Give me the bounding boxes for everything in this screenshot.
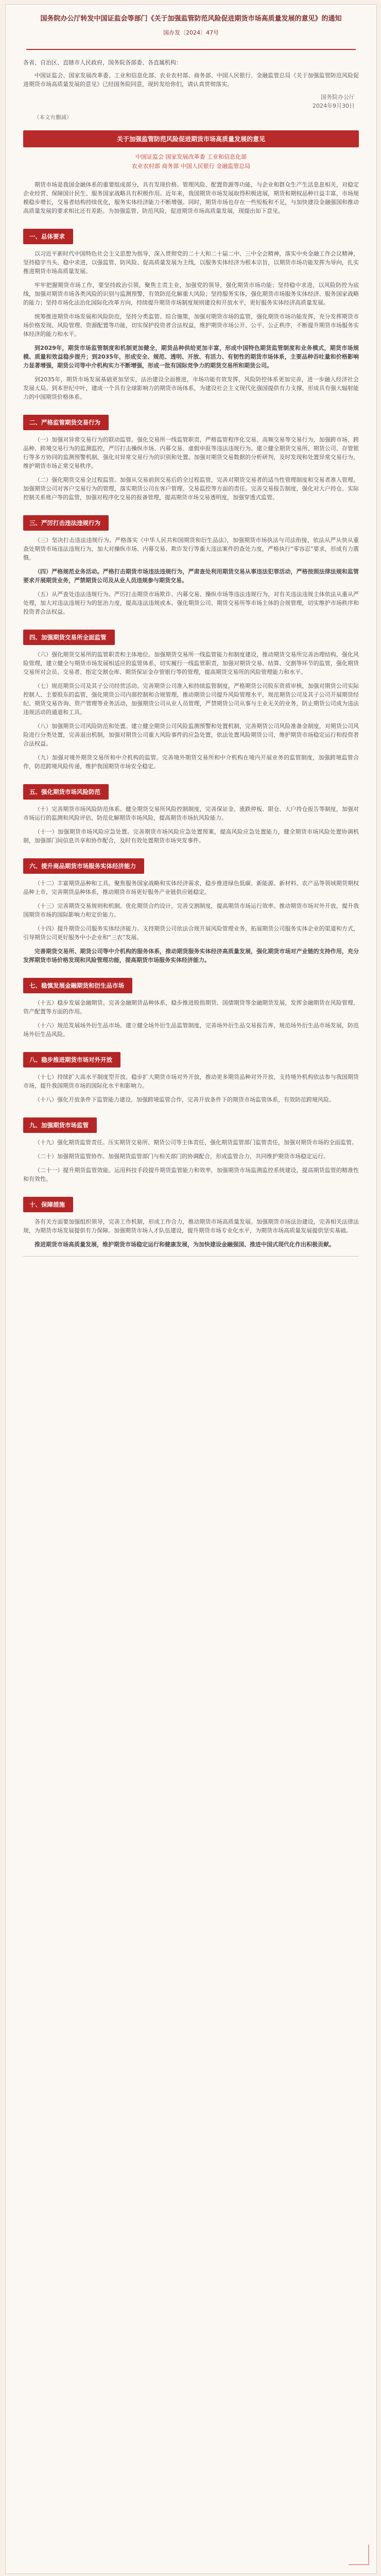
section-paragraph: （八）加强期货公司风险防范和处置。建立健全期货公司风险监测预警和处置机制，完善期货公司风险准备金制度，对期货公司风险进行分类处置，完善退出机制，加强对期货公司重大风险事件的应急处置，依法处置风险期货公司，维护期货市场稳定运行和投资者合法权益。 xyxy=(23,723,359,747)
issuing-orgs xyxy=(23,152,359,171)
notice-title: 国务院办公厅转发中国证监会等部门《关于加强监管防范风险促进期货市场高质量发展的意见》的通知 xyxy=(40,15,342,23)
section-heading: 一、总体要求 xyxy=(23,229,73,244)
section-heading: 三、严厉打击违法违规行为 xyxy=(23,515,109,531)
document-number: 国办发〔2024〕47号 xyxy=(163,29,219,36)
section-paragraph: （二十）加强期货监管协作。加强期货监管部门与相关部门的协调配合，形成监管合力，共同维护期货市场稳定运行。 xyxy=(34,1153,329,1160)
section-paragraph: （三）坚决打击违法违规行为。严格落实《中华人民共和国期货和衍生品法》，加强期货市场执法与司法衔接，依法从严从快从重查处期货市场违法违规行为，加大对操纵市场、内幕交易、欺诈发行等重大违法案件的查处力度，严格执行“零容忍”要求，形成有力震慑。 xyxy=(23,537,359,561)
section-paragraph: （九）加强对境外期货交易所和中介机构的监管。完善境外期货交易所和中介机构在境内开展业务的监管制度，加强跨境监管合作，防范跨境风险传递，维护我国期货市场安全稳定。 xyxy=(23,754,359,770)
notice-paragraph: 中国证监会、国家发展改革委、工业和信息化部、农业农村部、商务部、中国人民银行、金融监管总局《关于加强监管防范风险促进期货市场高质量发展的意见》已经国务院同意，现转发给你们，请认真贯彻落实。 xyxy=(23,72,359,88)
section-paragraph: （十二）丰富期货品种和工具。聚焦服务国家战略和实体经济需求，稳步推进绿色低碳、新能源、新材料、农产品等领域期货期权品种上市，完善期货品种体系，推动期货市场更好服务产业链供应链稳定。 xyxy=(23,880,359,895)
section-paragraph: （十五）稳步发展金融期货。完善金融期货品种体系，稳步推进股指期货、国债期货等金融期货发展，发挥金融期货在风险管理、资产配置等方面的作用。 xyxy=(23,999,359,1015)
section-heading: 二、严格监管期货交易行为 xyxy=(23,415,109,430)
corner-decoration xyxy=(349,2545,369,2565)
public-note: （本文有删减） xyxy=(34,114,72,121)
section-highlight: 完善期货交易所、期货公司等中介机构的服务体系，推动期货服务实体经济高质量发展，强化期货市场对产业链的支持作用，充分发挥期货市场价格发现和风险管理功能，提高期货市场服务实体经济能力。 xyxy=(23,948,359,963)
issuing-orgs-line: 中国证监会 国家发展改革委 工业和信息化部 xyxy=(135,154,247,160)
section-paragraph: （十四）提升期货公司服务实体经济能力。支持期货公司依法合规开展风险管理业务，拓展期货公司服务实体企业的渠道和方式，引导期货公司更好服务中小企业和“三农”发展。 xyxy=(23,925,359,941)
goal-highlight: 到2029年，期货市场监管制度和机制更加健全，期货品种供给更加丰富，形成中国特色期货监管制度和业务模式，期货市场规模、质量和效益稳步提升；到2035年，形成安全、规范、透明、开放、有活力、有韧性的期货市场体系，主要品种吞吐量和价格影响力显著增强，期货公司等中介机构实力不断增强，形成一批有国际竞争力的期货交易所和期货公司。 xyxy=(23,345,359,369)
section-heading: 四、加强期货交易所全面监管 xyxy=(23,630,115,645)
section-paragraph: 统筹推进期货市场发展和风险防范，坚持分类监管、综合施策，加强对期货市场的监管，强化期货市场功能发挥，充分发挥期货市场价格发现、风险管理、资源配置等功能，切实保护投资者合法权益，维护期货市场公开、公平、公正秩序，不断提升期货市场服务实体经济的能力和水平。 xyxy=(23,313,359,337)
signature-date: 2024年9月30日 xyxy=(313,103,355,109)
section-paragraph: （二十一）提升期货监管效能。运用科技手段提升期货监管能力和效率，加强期货市场监测监控系统建设，提高期货监管的精准性和有效性。 xyxy=(23,1167,359,1182)
document-body xyxy=(6,5,376,1257)
section-highlight: 推进期货市场高质量发展，维护期货市场稳定运行和健康发展，为加快建设金融强国、推进中国式现代化作出积极贡献。 xyxy=(34,1241,335,1248)
opinion-banner: 关于加强监管防范风险促进期货市场高质量发展的意见 xyxy=(23,130,359,147)
section-heading: 六、提升商品期货市场服务实体经济能力 xyxy=(23,858,144,874)
section-heading: 九、加强期货市场监管 xyxy=(23,1117,97,1133)
recipients: 各省、自治区、直辖市人民政府，国务院各部委、各直属机构： xyxy=(23,59,182,66)
section-paragraph: （六）强化期货交易所的监管职责和主体地位。加强期货交易所一线监管能力和制度建设，推动期货交易所完善治理结构，强化风险管理，建立健全与期货市场发展相适应的监管体系，切实履行一线监管职责，加强对期货交易、结算、交割等环节的监管，强化期货交易所对会员、交易者、指定交割仓库、期货保证金存管银行等的管理，提高期货交易所的风险管理能力和水平。 xyxy=(23,651,359,675)
section-paragraph: （十六）规范发展场外衍生品市场。建立健全场外衍生品监管制度，完善场外衍生品交易报告库，规范场外衍生品市场发展，防范场外衍生品风险。 xyxy=(23,1022,359,1038)
section-paragraph: （十九）强化期货监管责任。压实期货交易所、期货公司等主体责任，强化期货监管部门监管责任，加强对期货市场的全面监管。 xyxy=(34,1139,357,1146)
section-heading: 七、稳慎发展金融期货和衍生品市场 xyxy=(23,978,132,993)
section-paragraph: （七）规范期货公司及其子公司经营活动。完善期货公司准入和持续监管制度，严格期货公司股东资质审核，加强对期货公司实际控制人、主要股东的监管，强化期货公司内部控制和合规管理，推动期货公司提升风险管理水平，规范期货公司及其子公司开展期货经纪、期货交易咨询、资产管理等业务活动，加强期货公司从业人员管理，严禁期货公司从事与主业无关的业务，防止期货公司成为违法违规活动的通道和工具。 xyxy=(23,683,359,716)
opinion-lead: 期货市场是我国金融体系的重要组成部分，具有发现价格、管理风险、配置资源等功能，与企业和群众生产生活息息相关，对稳定企业经营、保障国计民生、服务国家战略具有积极作用。近年来，我国期货市场发展取得积极进展，期货和期权品种日益丰富，市场规模稳步增长，交易者结构持续优化，服务实体经济能力不断增强。同时，期货市场也存在一些短板和不足，与加快建设金融强国和推动高质量发展的要求相比还有差距。为加强监管、防范风险，促进期货市场高质量发展，现提出如下意见。 xyxy=(23,181,359,214)
section-highlight: （四）严格规范业务活动。严格打击期货市场违法违规行为，严肃查处利用期货交易从事违法犯罪活动，严格按照法律法规和监管要求开展期货业务，严禁期货公司及从业人员违规参与期货交易。 xyxy=(23,568,359,584)
section-paragraph: （十）完善期货市场风险防范体系。健全期货交易所风险控制制度，完善保证金、涨跌停板、限仓、大户持仓报告等制度，加强对市场运行的监测和风险评估，防范化解期货市场风险，提高期货市场抗风险能力。 xyxy=(23,806,359,821)
section-paragraph: （十七）持续扩大高水平制度型开放。稳步扩大期货市场对外开放，推动更多期货品种对外开放，支持境外机构依法参与我国期货市场，提升我国期货市场的国际化水平和影响力。 xyxy=(23,1074,359,1089)
section-paragraph: （十八）强化开放条件下监管能力建设。加强跨境监管合作，完善开放条件下的期货市场监管体系，有效防范跨境风险。 xyxy=(34,1096,335,1103)
section-heading: 五、强化期货市场风险防范 xyxy=(23,784,109,800)
section-paragraph: （十三）完善期货交易规则和机制。优化期货合约设计，完善交割制度，提高期货市场运行效率。推动期货市场对外开放，提升我国期货市场的国际影响力和定价能力。 xyxy=(23,903,359,918)
section-paragraph: （二）强化期货交易全过程监管。加强从交易前到交易后的全过程监管，完善对期货交易者的适当性管理制度和交易者准入管理。加强期货公司对客户交易行为的管理，落实期货公司在客户管理、交易监控等方面的责任。完善交易报告制度，强化对大户持仓、实际控制关系账户等的监管，加强对程序化交易的报备管理，提高期货市场交易透明度，加强穿透式监管。 xyxy=(23,477,359,501)
signature-org: 国务院办公厅 xyxy=(321,94,355,100)
section-heading: 八、稳步推进期货市场对外开放 xyxy=(23,1052,120,1067)
section-paragraph: 以习近平新时代中国特色社会主义思想为指导，深入贯彻党的二十大和二十届二中、三中全会精神，落实中央金融工作会议精神，坚持稳字当头、稳中求进，以强监管、防风险、促高质量发展为主线，以服务实体经济为根本宗旨，以期货市场功能发挥为导向，扎实推进期货市场高质量发展。 xyxy=(23,250,359,275)
section-paragraph: （十一）加强期货市场风险应急处置。完善期货市场风险应急处置预案，提高风险应急处置能力，健全期货市场风险处置协调机制，加强部门间信息共享和协作配合，及时有效处置期货市场突发事件。 xyxy=(23,828,359,844)
section-paragraph: （一）加强对异常交易行为的联动监管。强化交易所一线监管职责，严格监管程序化交易、高频交易等交易行为，加强跨市场、跨品种、跨境交易行为的监测监控，严厉打击操纵市场、内幕交易、虚假申报等违法违规行为。建立健全期货交易所、期货公司、存管银行等多方协同的监测预警机制，强化对异常交易行为的识别和处置。加强对期货交易数据的分析研判，及时发现和处置异常交易行为，维护期货市场正常交易秩序。 xyxy=(23,436,359,469)
section-paragraph: 各有关方面要加强组织领导，完善工作机制，形成工作合力，推动期货市场高质量发展。加强期货市场法治建设，完善相关法律法规，为期货市场发展提供有力保障。加强期货市场人才队伍建设，提升期货市场专业化水平，为期货市场高质量发展提供坚实基础。 xyxy=(23,1218,359,1234)
section-paragraph: （五）从严查处违法违规行为。严厉打击期货市场欺诈、内幕交易、操纵市场等违法违规行为，对有关违法违规主体依法从重从严处理，加大对违法违规行为的惩治力度，提高违法违规成本。强化期货公司、期货交易所等市场主体的合规管理，切实维护市场秩序和投资者合法权益。 xyxy=(23,591,359,615)
title-divider xyxy=(26,49,356,50)
section-heading: 十、保障措施 xyxy=(23,1197,73,1212)
goal-tail: 到2035年，期货市场发展基础更加坚实，法治建设全面推进，市场功能有效发挥，风险防控体系更加完善，进一步融入经济社会发展大局。到本世纪中叶，建成一个具有全球影响力的期货市场体系，为建设社会主义现代化强国提供有力支撑，形成具有强大辐射能力的中国期货价格体系。 xyxy=(23,376,359,400)
bottom-divider xyxy=(23,1256,359,1257)
document-frame xyxy=(5,4,377,2574)
section-paragraph: 牢牢把握期货市场工作，要坚持政治引领，聚焦主责主业，加强党的领导，强化期货市场功能；坚持稳中求进，以风险防控为底线，加强对期货市场各类风险的识别与监测预警，有效防范化解重大风险；坚持服务实体，强化期货市场服务实体经济、服务国家战略的能力；坚持市场化法治化国际化改革方向，持续提升期货市场制度规则建设和开放水平，更好服务实体经济高质量发展。 xyxy=(23,282,359,306)
issuing-orgs-line: 农业农村部 商务部 中国人民银行 金融监管总局 xyxy=(131,163,251,170)
